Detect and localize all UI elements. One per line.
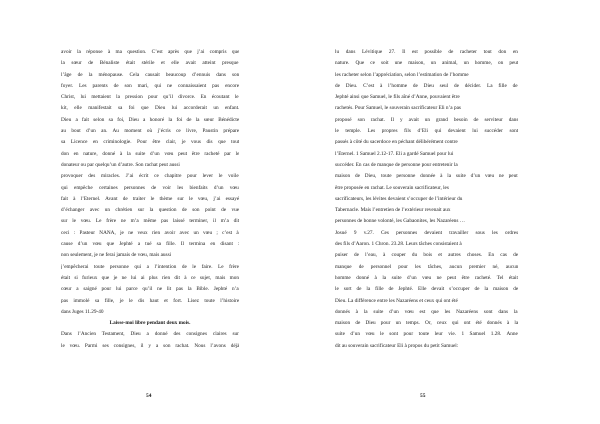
text-line: sur le vœu. Le frère ne m’a même pas laissé terminer, il m’a dit [61,218,239,225]
text-line: Dieu. La différence entre les Nazaréens et ceux qui ont été [335,297,458,304]
text-line: j’empêcherai toute personne qui a l’intention de le faire. Le frère [61,263,239,270]
text-line: qui empêche certaines personnes de voir les bienfaits d’un vœu [61,184,239,191]
right-page-text [335,47,518,352]
text-line: personnes de bonne volonté, les Gabaonites, les Nazaréens … [335,218,466,225]
text-line: dans Juges 11.29-40 [61,308,104,315]
text-line: était si furieux que je ne lui ai plus rien dit à ce sujet, mais mon [61,274,239,281]
text-line: succéder. En cas de manque de personne pour entretenir la [335,161,458,168]
text-line: l’Eternel. 1 Samuel 2.12-17. Eli a gardé Samuel pour lui [335,150,454,157]
text-line: Dans l’Ancien Testament, Dieu a donné des consignes claires sur [61,331,239,338]
text-line: le sort de la fille de Jephté. Elle devait s’occuper de la maison de [335,286,518,293]
text-line: dit au souverain sacrificateur Eli à propos du petit Samuel: [335,342,459,349]
text-line: rachetés. Pour Samuel, le souverain sacrificateur Eli n’a pas [335,105,461,112]
text-line: donateur ou par quelqu’un d’autre. Son rachat peut aussi [61,161,180,168]
text-line: les racheter selon l’appréciation, selon l’estimation de l’homme [335,71,469,78]
text-line: sacrificateurs, les lévites devaient s’occuper de l’intérieur du [335,195,463,202]
text-line: kit, elle manifestait sa foi que Dieu lui accorderait un enfant. [61,105,239,112]
text-line: d’échanger avec un chrétien sur la question de son point de vue [61,207,239,214]
text-line: Tabernacle. Mais l’entretien de l’extérieur revenait aux [335,207,451,214]
page-number-right: 55 [420,393,426,399]
text-line: lu dans Lévitique 27. Il est possible de racheter tout don en [335,49,518,55]
text-line: cœur a saigné pour lui parce qu’il ne lit pas la Bible. Jephté n’a [61,286,239,293]
right-page [300,0,600,424]
text-line: maison de Dieu pour un temps. Or, ceux qui ont été donnés à la [335,320,518,327]
text-line: suite d’un vœu le sont pour toute leur vie. 1 Samuel 1.28. Anne [335,331,518,338]
text-line: pas immolé sa fille, je le dis haut et fort. Lisez toute l’histoire [61,297,239,304]
left-page-text [61,47,239,352]
text-line: manque de personnel pour les tâches, aucun premier né, aucun [335,263,518,270]
text-line: donnés à la suite d’un vœu est que les Nazaréens sont dans la [335,308,518,315]
text-line: nature. Que ce soit une maison, un animal, un homme, on peut [335,60,518,67]
text-line: la sœur de Bénaliste était stérile et elle avait atteint presque [61,60,239,67]
text-line: proposé son rachat. Il y avait un grand besoin de serviteur dans [335,116,518,123]
text-line: provoquer des miracles. J’ai écrit ce chapitre pour lever le voile [61,173,239,180]
text-line: don en nature, donné à la suite d’un vœu peut être racheté par le [61,150,239,157]
text-line: au bout d’un an. Au moment où j’écris ce livre, Paustin prépare [61,128,239,135]
text-line: des fils d’Aaron. 1 Chron. 23.28. Leurs tâches consistaient à [335,241,462,248]
text-line: fait à l’Eternel. Avant de traiter le thème sur le vœu, j’ai essayé [61,195,239,202]
text-line: puiser de l’eau, à couper du bois et autres choses. En cas de [335,252,518,259]
text-line: être proposée en rachat. Le souverain sacrificateur, les [335,184,449,191]
text-line: Christ, lui mettaient la pression pour qu’il divorce. En écoutant le [61,94,239,101]
text-line: l’âge de la ménopause. Cela causait beaucoup d’ennuis dans son [61,71,239,78]
text-line: le temple. Les propres fils d’Eli qui devaient lui succéder sont [335,128,518,135]
text-line: Josué 9 v.27. Ces personnes devaient travailler sous les ordres [335,229,518,236]
text-line: Jephté ainsi que Samuel, le fils aîné d’Anne, pouvaient être [335,94,460,101]
text-line: maison de Dieu, toute personne donnée à la suite d’un vœu ne peut [335,173,518,180]
text-line: sa Licence en criminologie. Pour être clair, je vous dis que tout [61,139,239,146]
text-line: passés à côté du sacerdoce en péchant délibérément contre [335,139,458,146]
text-line: de Dieu. C’est à l’homme de Dieu seul de décider. La fille de [335,82,518,89]
text-line: cause d’un vœu que Jephté a tué sa fille. Il termina en disant : [61,241,239,248]
section-heading: Laisse-moi libre pendant deux mois. [109,320,191,327]
text-line: avoir la réponse à ma question. C’est après que j’ai compris que [61,49,239,55]
text-line: non seulement, je ne ferai jamais de vœu, mais aussi [61,252,172,259]
text-line: ceci : Pasteur NANA, je ne veux rien avoir avec un vœu ; c’est à [61,229,239,236]
text-line: le vœu. Parmi ses consignes, il y a son rachat. Nous l’avons déjà [61,342,239,349]
text-line: homme donné à la suite d’un vœu ne peut être racheté. Tel était [335,274,518,281]
page-number-left: 54 [146,393,152,399]
text-line: foyer. Les parents de son mari, qui ne connaissaient pas encore [61,82,239,89]
text-line: Dieu a fait selon sa foi, Dieu a honoré la foi de la sœur Bénédicte [61,116,239,123]
